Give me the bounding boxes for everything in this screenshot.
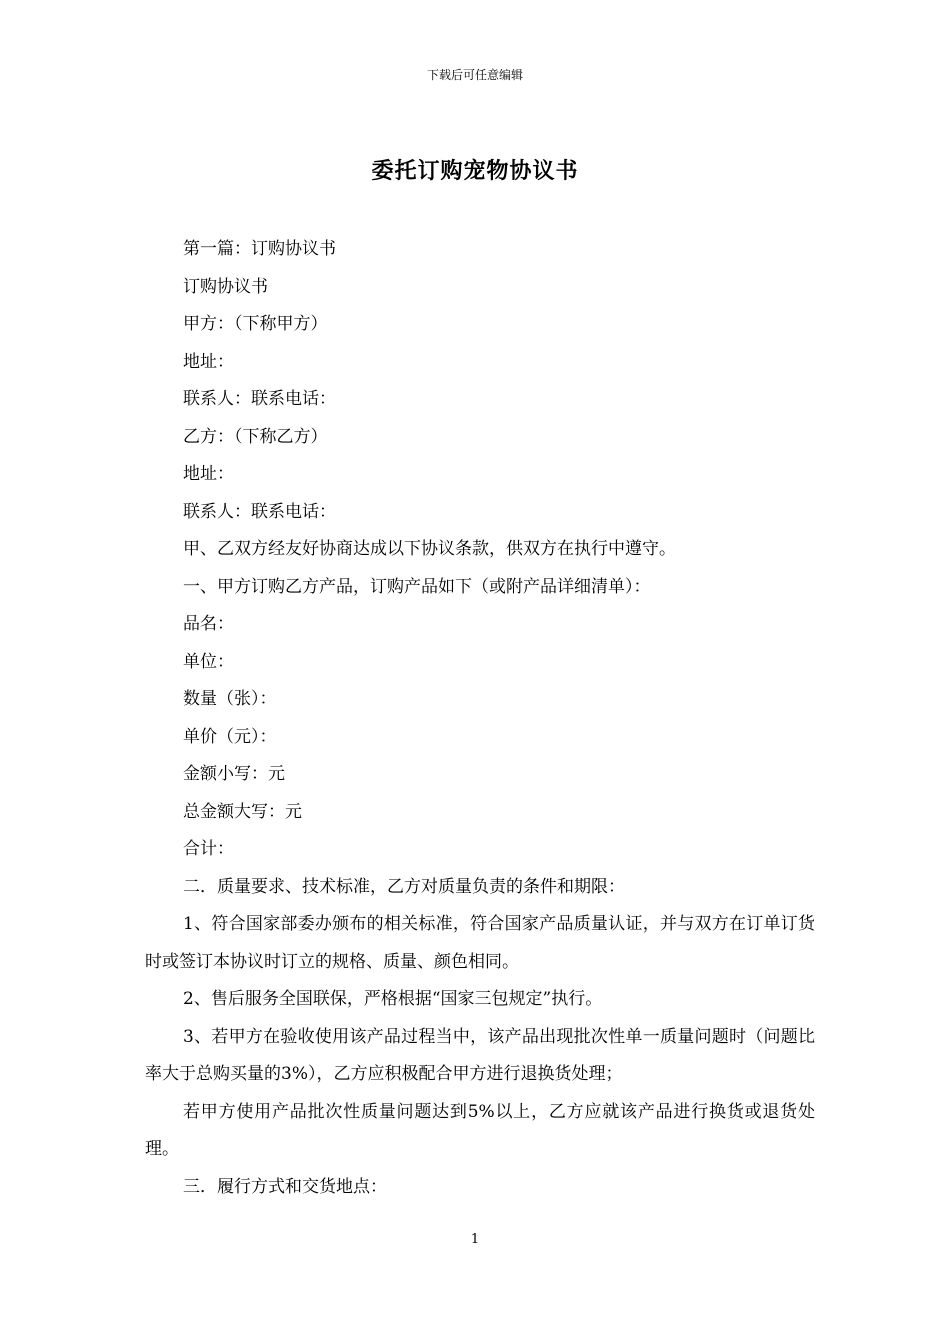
page-number: 1: [470, 1232, 480, 1247]
paragraph: 地址：: [183, 464, 234, 484]
paragraph: 订购协议书: [183, 276, 268, 297]
paragraph: 总金额大写：元: [183, 801, 302, 822]
paragraph: 合计：: [183, 839, 234, 859]
paragraph: 联系人：联系电话：: [183, 501, 336, 522]
paragraph: 地址：: [183, 351, 234, 372]
paragraph: 单位：: [183, 651, 234, 672]
page-header: 下载后可任意编辑: [426, 68, 523, 82]
paragraph: 单价（元）：: [183, 726, 277, 747]
paragraph: 二．质量要求、技术标准，乙方对质量负责的条件和期限：: [183, 876, 625, 897]
paragraph: 3、若甲方在验收使用该产品过程当中，该产品出现批次性单一质量问题时（问题比率大于总购买量的3%），乙方应积极配合甲方进行退换货处理；: [145, 1026, 815, 1084]
paragraph: 甲、乙双方经友好协商达成以下协议条款，供双方在执行中遵守。: [183, 539, 676, 559]
paragraph: 品名：: [183, 614, 234, 634]
paragraph: 一、甲方订购乙方产品，订购产品如下（或附产品详细清单）：: [183, 576, 651, 597]
paragraph: 联系人：联系电话：: [183, 389, 336, 409]
paragraph: 金额小写：元: [183, 764, 285, 784]
paragraph: 若甲方使用产品批次性质量问题达到5%以上，乙方应就该产品进行换货或退货处理。: [145, 1101, 815, 1159]
paragraph: 数量（张）：: [183, 689, 277, 709]
paragraph: 1、符合国家部委办颁布的相关标准，符合国家产品质量认证，并与双方在订单订货时或签订本协议时订立的规格、质量、颜色相同。: [145, 914, 815, 972]
document-body: [145, 231, 815, 1206]
paragraph: 甲方：（下称甲方）: [183, 314, 328, 334]
paragraph: 2、售后服务全国联保，严格根据“国家三包规定”执行。: [183, 989, 603, 1009]
paragraph: 三．履行方式和交货地点：: [183, 1176, 387, 1197]
paragraph: 乙方：（下称乙方）: [183, 426, 328, 447]
paragraph: 第一篇：订购协议书: [183, 239, 336, 259]
document-title: 委托订购宠物协议书: [371, 158, 579, 184]
